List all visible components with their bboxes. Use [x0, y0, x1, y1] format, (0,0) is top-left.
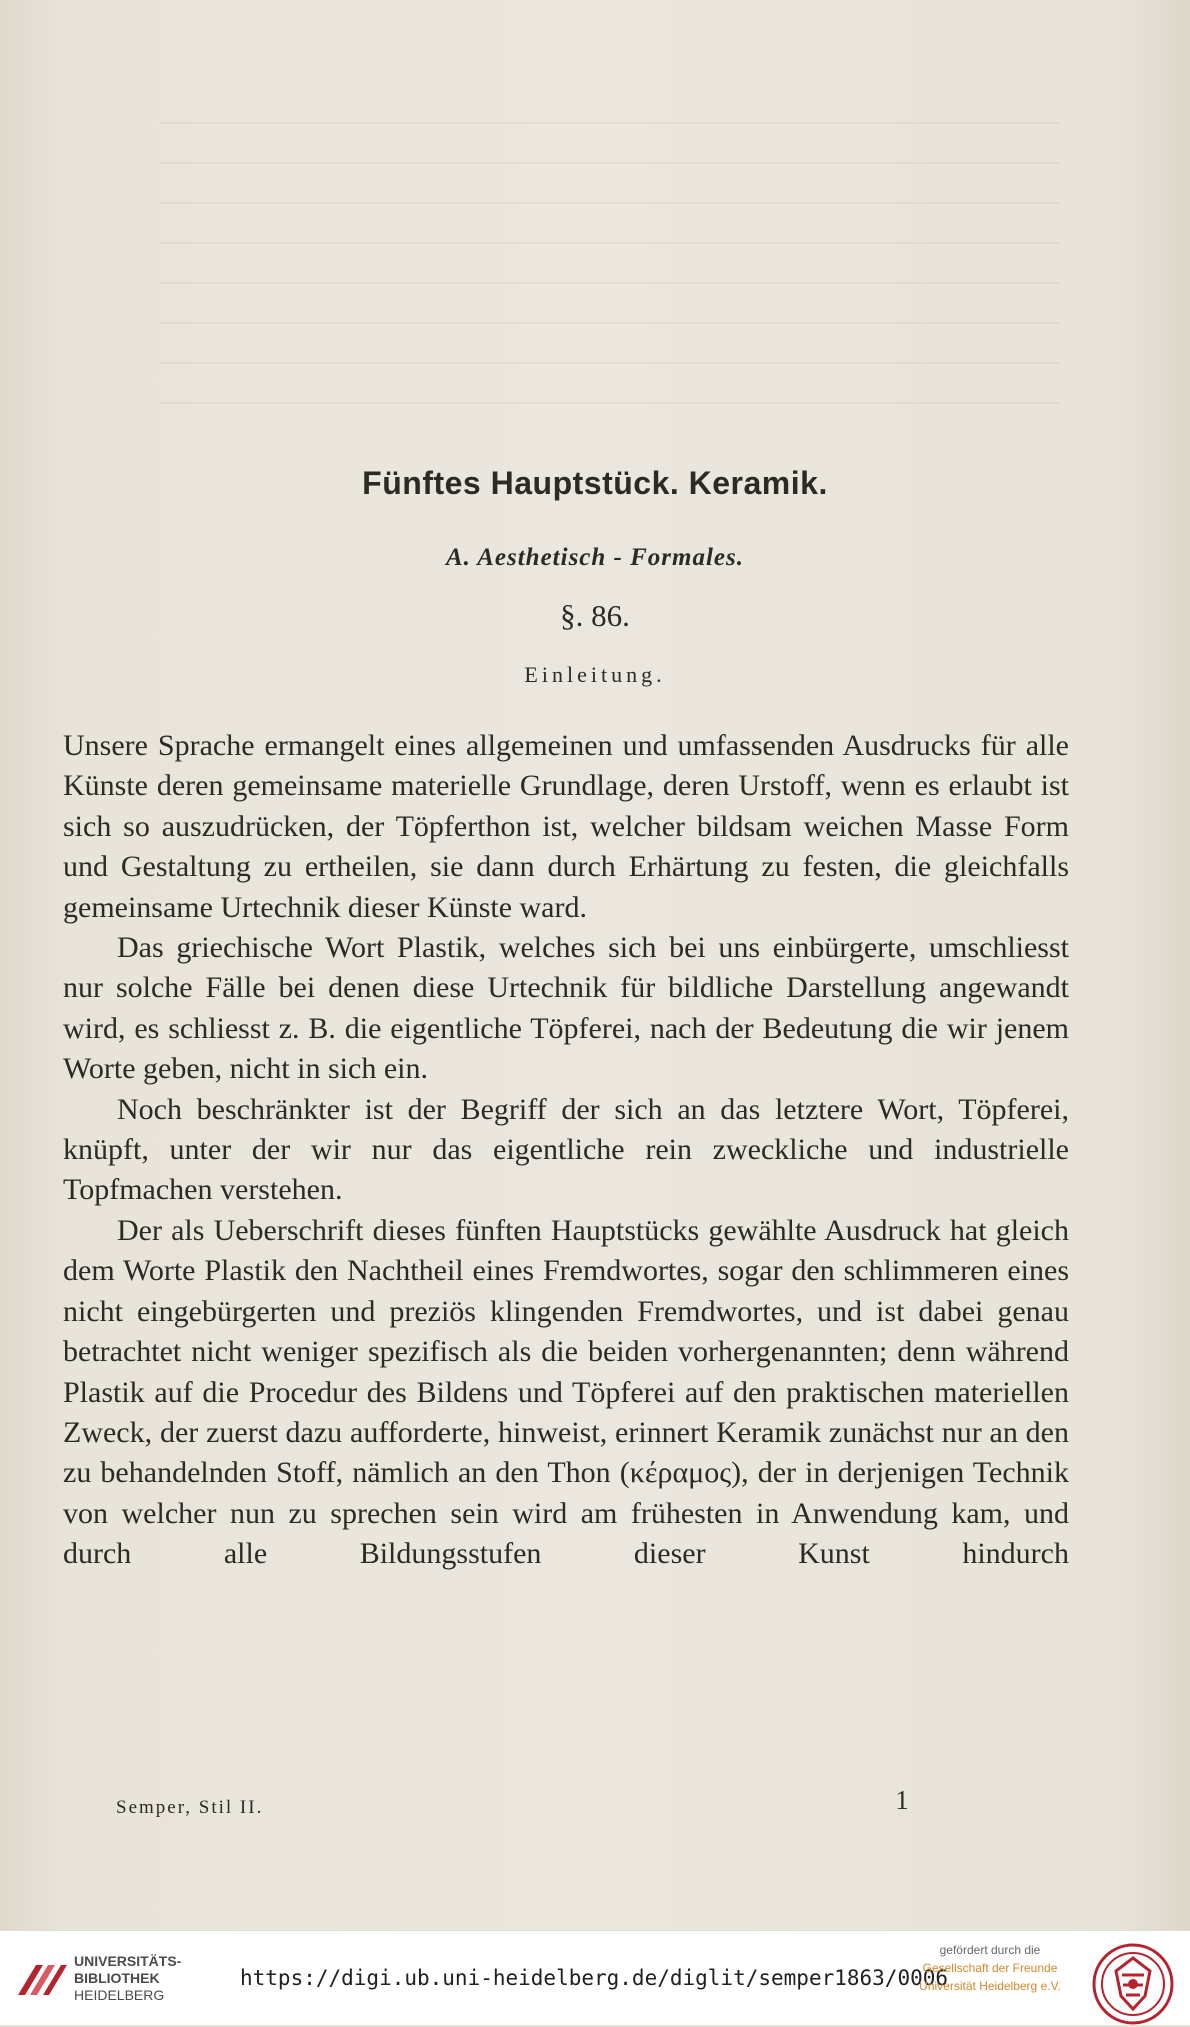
library-name-line-1: UNIVERSITÄTS-: [74, 1953, 182, 1969]
library-name-line-2: BIBLIOTHEK: [74, 1970, 160, 1986]
sponsor-kicker: gefördert durch die: [939, 1943, 1041, 1957]
sponsor-name-line-2: Universität Heidelberg e.V.: [919, 1979, 1061, 1993]
sponsor-name-line-1: Gesellschaft der Freunde: [922, 1961, 1058, 1975]
library-footer-bar: [0, 1930, 1190, 2025]
chapter-title: Fünftes Hauptstück. Keramik.: [362, 465, 828, 502]
paragraph-2: Das griechische Wort Plastik, welches sich bei uns einbürgerte, umschliesst nur solche Fälle bei denen diese Urtechnik für bildliche Darstellung angewandt wird, es schliesst z. B. die eigentliche Töpferei, nach der Bedeutung die wir jenem Worte geben, nicht in sich ein.: [63, 931, 1069, 1086]
page-number: 1: [895, 1785, 909, 1815]
library-logo-icon: [12, 1947, 72, 2007]
paragraph-3: Noch beschränkter ist der Begriff der sich an das letztere Wort, Töpferei, knüpft, unter der wir nur das eigentliche rein zweckliche und industrielle Topfmachen verstehen.: [63, 1092, 1069, 1207]
introduction-heading: Einleitung.: [524, 662, 666, 687]
paragraph-1: Unsere Sprache ermangelt eines allgemeinen und umfassenden Ausdrucks für alle Künste deren gemeinsame materielle Grundlage, deren Urstoff, wenn es erlaubt ist sich so auszudrücken, der Töpferthon ist, welcher bildsam weichen Masse Form und Gestaltung zu ertheilen, sie dann durch Erhärtung zu festen, die gleichfalls gemeinsame Urtechnik dieser Künste ward.: [63, 729, 1069, 924]
bleed-through-text: [160, 100, 1060, 430]
section-subtitle: A. Aesthetisch - Formales.: [445, 543, 744, 571]
article-body: [63, 726, 1069, 1575]
signature-footer: Semper, Stil II.: [116, 1797, 264, 1818]
section-number: §. 86.: [560, 598, 630, 633]
university-seal-icon: [1090, 1941, 1176, 2027]
library-name-line-3: HEIDELBERG: [74, 1987, 165, 2003]
sponsor-credit: [910, 1941, 1070, 1995]
library-name: [74, 1953, 181, 2004]
digital-copy-link[interactable]: https://digi.ub.uni-heidelberg.de/diglit/semper1863/0006: [240, 1966, 949, 1990]
paragraph-4: Der als Ueberschrift dieses fünften Hauptstücks gewählte Ausdruck hat gleich dem Worte Plastik den Nachtheil eines Fremdwortes, sogar den schlimmeren eines nicht eingebürgerten und preziös klingenden Fremdwortes, und ist dabei genau betrachtet nicht weniger spezifisch als die beiden vorhergenannten; denn während Plastik auf die Procedur des Bildens und Töpferei auf den praktischen materiellen Zweck, der zuerst dazu aufforderte, hinweist, erinnert Keramik zunächst nur an den zu behandelnden Stoff, nämlich an den Thon (κέραμος), der in derjenigen Technik von welcher nun zu sprechen sein wird am frühesten in Anwendung kam, und durch alle Bildungsstufen dieser Kunst hindurch: [63, 1213, 1069, 1571]
